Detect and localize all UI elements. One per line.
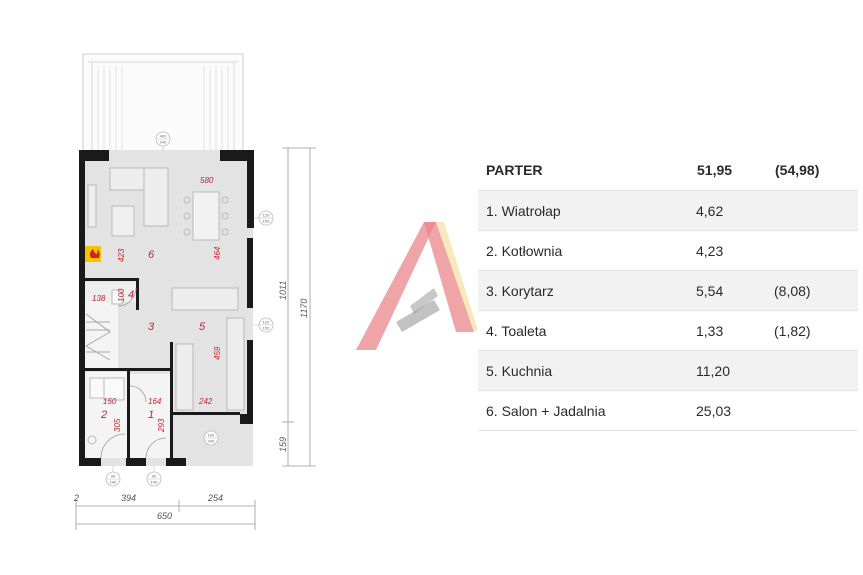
window-tag — [204, 431, 218, 445]
room-number: 2 — [101, 409, 108, 421]
svg-text:140: 140 — [109, 479, 117, 485]
dimension-label: 1011 — [278, 280, 288, 300]
floor-name: PARTER — [486, 161, 543, 178]
room-area: 25,03 — [696, 402, 732, 419]
room-dimension: 305 — [113, 418, 122, 432]
room-number: 1 — [148, 409, 155, 421]
svg-text:240: 240 — [207, 438, 215, 444]
dimension-label: 1170 — [299, 298, 309, 318]
room-name: 5. Kuchnia — [486, 362, 553, 379]
area-table — [478, 149, 858, 431]
room-area-alt — [774, 351, 858, 391]
svg-text:150: 150 — [262, 325, 270, 331]
svg-text:100: 100 — [207, 432, 215, 438]
room-dimension: 459 — [213, 346, 222, 360]
room-dimension: 580 — [200, 176, 214, 185]
svg-text:120: 120 — [262, 319, 270, 325]
room-name: 6. Salon + Jadalnia — [486, 402, 606, 419]
room-name: 2. Kotłownia — [486, 242, 563, 259]
table-row — [478, 391, 858, 431]
room-name: 1. Wiatrołap — [486, 202, 561, 219]
window-tag — [156, 132, 170, 146]
room-name: 4. Toaleta — [486, 322, 547, 339]
room-number: 4 — [128, 289, 135, 301]
room-area: 4,23 — [696, 242, 724, 259]
room-dimension: 100 — [117, 288, 126, 302]
svg-text:140: 140 — [150, 479, 158, 485]
room-area-alt: (1,82) — [774, 322, 811, 339]
dimension-label: 650 — [157, 511, 173, 521]
room-dimension: 150 — [103, 397, 117, 406]
table-row — [478, 351, 858, 391]
room-area-alt — [774, 231, 858, 271]
room-area-alt — [774, 391, 858, 431]
room-dimension: 423 — [117, 248, 126, 262]
window-tag — [259, 318, 273, 332]
dimension-label: 254 — [208, 493, 224, 503]
window-tag — [106, 472, 120, 486]
svg-text:150: 150 — [262, 218, 270, 224]
room-name: 3. Korytarz — [486, 282, 554, 299]
floor-area-alt: (54,98) — [775, 161, 820, 178]
room-area-alt: (8,08) — [774, 282, 811, 299]
floor-plan — [0, 0, 350, 575]
table-row — [478, 231, 858, 271]
room-area: 4,62 — [696, 202, 724, 219]
room-dimension: 242 — [199, 397, 213, 406]
svg-text:90: 90 — [151, 473, 157, 479]
table-header-row — [478, 149, 858, 191]
table-row — [478, 311, 858, 351]
room-dimension: 164 — [148, 397, 162, 406]
room-area-alt — [774, 191, 858, 231]
table-row — [478, 271, 858, 311]
room-dimension: 464 — [213, 246, 222, 260]
dimension-label: 2 — [74, 493, 80, 503]
room-area: 1,33 — [696, 322, 724, 339]
room-dimension: 293 — [157, 418, 166, 432]
floor-area: 51,95 — [697, 161, 733, 178]
svg-text:400: 400 — [159, 133, 167, 139]
room-number: 3 — [148, 321, 155, 333]
window-tag — [259, 211, 273, 225]
watermark-logo — [352, 218, 482, 354]
room-area: 5,54 — [696, 282, 724, 299]
room-dimension: 138 — [92, 294, 106, 303]
window-tag — [147, 472, 161, 486]
table-row — [478, 191, 858, 231]
dimension-label: 159 — [278, 436, 288, 452]
svg-text:120: 120 — [262, 212, 270, 218]
room-number: 6 — [148, 249, 155, 261]
room-number: 5 — [199, 321, 206, 333]
dimension-label: 394 — [121, 493, 137, 503]
svg-text:90: 90 — [110, 473, 116, 479]
room-area: 11,20 — [696, 362, 730, 379]
svg-text:240: 240 — [159, 139, 167, 145]
